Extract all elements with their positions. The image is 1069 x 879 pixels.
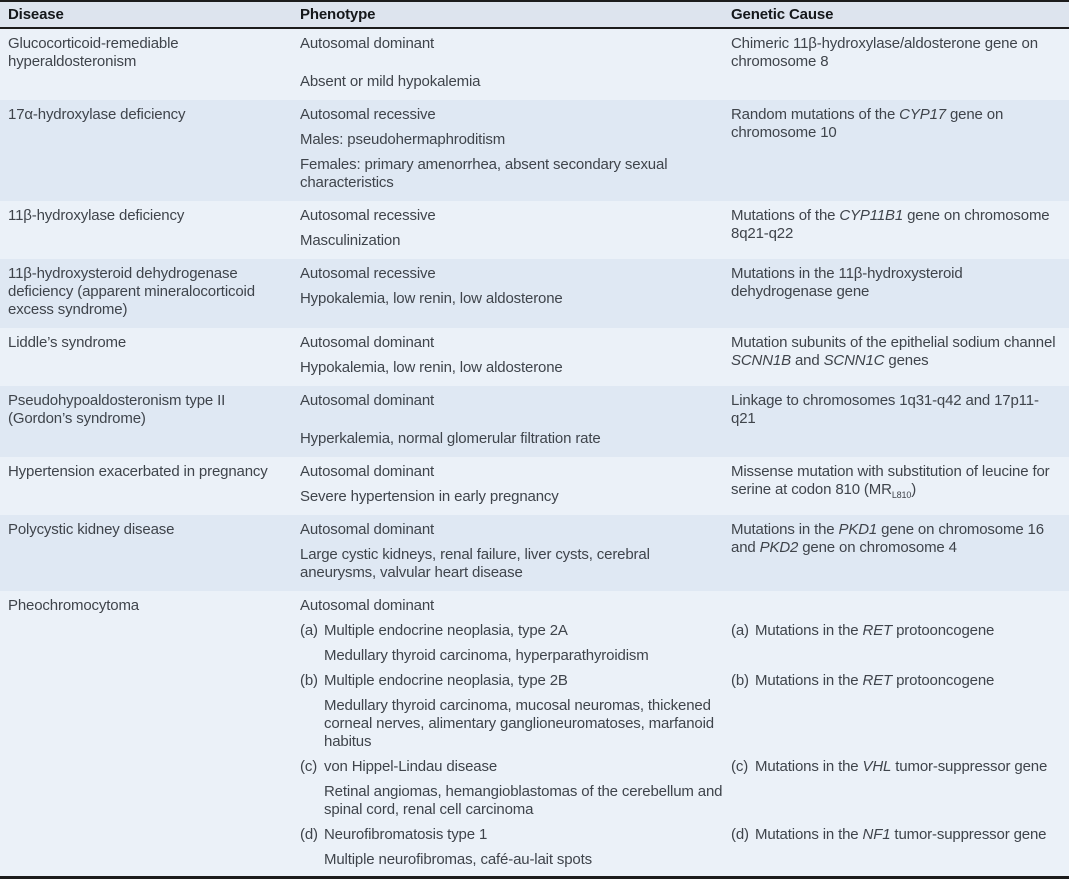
- text-segment: Autosomal recessive: [300, 106, 436, 123]
- table-row: [0, 457, 1069, 515]
- sub-row: [292, 783, 1069, 819]
- table-row: [0, 386, 1069, 457]
- item-letter: (a): [731, 622, 749, 639]
- phenotype-text: [300, 647, 723, 665]
- disease-cell: [0, 201, 292, 259]
- text-segment: Random mutations of the: [731, 106, 900, 123]
- table-row: [0, 201, 1069, 259]
- genetic-cause-line: [723, 783, 1069, 819]
- sub-row: [292, 826, 1069, 844]
- phenotype-cell: [292, 386, 723, 457]
- column-header-disease: Disease: [8, 6, 64, 23]
- text-segment: Multiple endocrine neoplasia, type 2B: [324, 672, 568, 689]
- text-segment: Males: pseudohermaphroditism: [300, 131, 506, 148]
- genetic-cause-line: [723, 597, 1069, 615]
- disease-name: Pheochromocytoma: [8, 597, 139, 614]
- gene-name: SCNN1C: [823, 352, 885, 369]
- disease-name: Liddle’s syndrome: [8, 334, 127, 351]
- gene-name: SCNN1B: [731, 352, 791, 369]
- phenotype-line: [300, 73, 713, 91]
- phenotype-cell: [292, 201, 723, 259]
- phenotype-line: [300, 265, 713, 283]
- text-segment: Mutations in the: [755, 622, 863, 639]
- text-segment: Mutations in the: [755, 826, 863, 843]
- phenotype-line: [300, 207, 713, 225]
- item-text: [324, 758, 723, 776]
- table-header-row: [0, 2, 1069, 29]
- genetic-cause-line: [731, 265, 1059, 301]
- genetic-cause-line: [731, 106, 1059, 142]
- phenotype-line: [300, 359, 713, 377]
- text-segment: Absent or mild hypokalemia: [300, 73, 481, 90]
- text-segment: Hypokalemia, low renin, low aldosterone: [300, 290, 563, 307]
- item-text: [755, 758, 1069, 776]
- text-segment: Autosomal dominant: [300, 334, 435, 351]
- phenotype-line: [300, 334, 713, 352]
- gene-name: CYP17: [899, 106, 946, 123]
- disease-name: Pseudohypoaldosteronism type II (Gordon’s syndrome): [8, 392, 226, 427]
- phenotype-line: [300, 131, 713, 149]
- sub-row: [292, 672, 1069, 690]
- disease-name: 17α-hydroxylase deficiency: [8, 106, 186, 123]
- text-segment: Mutations in the: [731, 521, 839, 538]
- gene-name: CYP11B1: [839, 207, 904, 224]
- table-row: [0, 591, 1069, 876]
- phenotype-cell: [292, 29, 723, 100]
- lettered-item: [300, 672, 723, 690]
- phenotype-line: [292, 783, 723, 819]
- disease-cell: [0, 100, 292, 201]
- text-segment: Neurofibromatosis type 1: [324, 826, 488, 843]
- text-segment: Large cystic kidneys, renal failure, liver cysts, cerebral aneurysms, valvular heart disease: [300, 546, 650, 581]
- item-letter: (c): [300, 758, 318, 775]
- gene-name: NF1: [862, 826, 891, 843]
- item-letter: (b): [300, 672, 318, 689]
- phenotype-line: [292, 826, 723, 844]
- text-segment: genes: [884, 352, 929, 369]
- genetic-cause-cell: [723, 100, 1069, 201]
- phenotype-line: [292, 697, 723, 751]
- disease-name: Glucocorticoid-remediable hyperaldosteronism: [8, 35, 179, 70]
- phenotype-cell: [292, 259, 723, 328]
- table-row: [0, 29, 1069, 100]
- item-letter: (d): [731, 826, 749, 843]
- text-segment: gene on chromosome 4: [798, 539, 957, 556]
- text-segment: Mutations in the: [755, 672, 863, 689]
- genetic-cause-line: [723, 672, 1069, 690]
- genetic-cause-line: [731, 207, 1059, 243]
- phenotype-line: [292, 758, 723, 776]
- table-row: [0, 100, 1069, 201]
- gene-name: PKD1: [838, 521, 878, 538]
- text-segment: Hypokalemia, low renin, low aldosterone: [300, 359, 563, 376]
- text-segment: Multiple endocrine neoplasia, type 2A: [324, 622, 568, 639]
- gene-name: VHL: [862, 758, 892, 775]
- lettered-item: [731, 622, 1069, 640]
- genetic-cause-line: [723, 826, 1069, 844]
- text-segment: Missense mutation with substitution of leucine for serine at codon 810 (MR: [731, 463, 1050, 498]
- genetic-cause-line: [731, 334, 1059, 370]
- subscript-text: L810: [891, 490, 912, 500]
- item-letter: (c): [731, 758, 749, 775]
- text-segment: Autosomal dominant: [300, 463, 435, 480]
- genetic-cause-line: [723, 697, 1069, 751]
- phenotype-genetic-subrows: [292, 591, 1069, 876]
- item-text: [755, 826, 1069, 844]
- phenotype-line: [300, 392, 713, 410]
- phenotype-line: [300, 35, 713, 53]
- gene-name: PKD2: [759, 539, 799, 556]
- text-segment: protooncogene: [892, 672, 995, 689]
- phenotype-line: [300, 430, 713, 448]
- text-segment: Multiple neurofibromas, café-au-lait spots: [324, 851, 592, 868]
- text-segment: Autosomal recessive: [300, 207, 436, 224]
- gene-name: RET: [862, 622, 893, 639]
- genetic-cause-line: [731, 392, 1059, 428]
- genetic-cause-line: [731, 463, 1059, 499]
- disease-cell: [0, 457, 292, 515]
- sub-row: [292, 851, 1069, 869]
- item-letter: (d): [300, 826, 318, 843]
- disease-cell: [0, 591, 292, 876]
- disease-name: Polycystic kidney disease: [8, 521, 175, 538]
- text-segment: von Hippel-Lindau disease: [324, 758, 498, 775]
- text-segment: Mutations of the: [731, 207, 840, 224]
- phenotype-cell: [292, 328, 723, 386]
- text-segment: tumor-suppressor gene: [890, 826, 1047, 843]
- text-segment: Mutation subunits of the epithelial sodium channel: [731, 334, 1056, 351]
- genetic-cause-line: [731, 35, 1059, 71]
- disease-cell: [0, 328, 292, 386]
- genetic-cause-cell: [723, 386, 1069, 457]
- disease-cell: [0, 29, 292, 100]
- text-segment: Retinal angiomas, hemangioblastomas of the cerebellum and spinal cord, renal cell carcinoma: [324, 783, 723, 818]
- genetic-cause-line: [723, 851, 1069, 869]
- text-segment: protooncogene: [892, 622, 995, 639]
- lettered-item: [300, 826, 723, 844]
- item-text: [324, 826, 723, 844]
- sub-row: [292, 597, 1069, 615]
- text-segment: Mutations in the 11β-hydroxysteroid dehydrogenase gene: [731, 265, 963, 300]
- table-row: [0, 328, 1069, 386]
- sub-row: [292, 758, 1069, 776]
- phenotype-text: [300, 597, 723, 615]
- phenotype-line: [292, 672, 723, 690]
- genetic-cause-line: [723, 647, 1069, 665]
- disease-name: 11β-hydroxylase deficiency: [8, 207, 185, 224]
- item-letter: (a): [300, 622, 318, 639]
- text-segment: gene on chromosome 8q21-q22: [731, 207, 1050, 242]
- lettered-item: [731, 826, 1069, 844]
- disease-name: Hypertension exacerbated in pregnancy: [8, 463, 268, 480]
- column-header-genetic-cause: Genetic Cause: [731, 6, 834, 23]
- gene-name: RET: [862, 672, 893, 689]
- phenotype-line: [300, 106, 713, 124]
- disease-cell: [0, 259, 292, 328]
- lettered-item: [731, 672, 1069, 690]
- genetic-cause-cell: [723, 201, 1069, 259]
- genetic-cause-line: [723, 622, 1069, 640]
- phenotype-cell: [292, 457, 723, 515]
- item-text: [324, 622, 723, 640]
- text-segment: Severe hypertension in early pregnancy: [300, 488, 559, 505]
- phenotype-line: [300, 463, 713, 481]
- genetic-cause-cell: [723, 328, 1069, 386]
- lettered-item: [300, 622, 723, 640]
- phenotype-cell: [292, 100, 723, 201]
- text-segment: Medullary thyroid carcinoma, mucosal neuromas, thickened corneal nerves, alimentary ganglioneuromatoses, marfanoid habitus: [324, 697, 714, 750]
- genetic-cause-cell: [723, 259, 1069, 328]
- text-segment: Masculinization: [300, 232, 401, 249]
- item-text: [324, 672, 723, 690]
- genetic-cause-cell: [723, 515, 1069, 591]
- text-segment: Hyperkalemia, normal glomerular filtration rate: [300, 430, 601, 447]
- phenotype-line: [292, 597, 723, 615]
- text-segment: Mutations in the: [755, 758, 863, 775]
- phenotype-line: [300, 290, 713, 308]
- table-row: [0, 515, 1069, 591]
- text-segment: and: [790, 352, 824, 369]
- sub-row: [292, 697, 1069, 751]
- genetic-cause-cell: [723, 29, 1069, 100]
- text-segment: Chimeric 11β-hydroxylase/aldosterone gene on chromosome 8: [731, 35, 1038, 70]
- text-segment: ): [911, 481, 917, 498]
- genetic-cause-cell: [723, 457, 1069, 515]
- text-segment: Linkage to chromosomes 1q31-q42 and 17p11-q21: [731, 392, 1039, 427]
- text-segment: Autosomal recessive: [300, 265, 436, 282]
- disease-cell: [0, 515, 292, 591]
- text-segment: Females: primary amenorrhea, absent secondary sexual characteristics: [300, 156, 668, 191]
- lettered-item: [731, 758, 1069, 776]
- phenotype-text: [300, 783, 723, 819]
- item-text: [755, 672, 1069, 690]
- phenotype-text: [300, 851, 723, 869]
- text-segment: Autosomal dominant: [300, 392, 435, 409]
- text-segment: Autosomal dominant: [300, 521, 435, 538]
- table-row: [0, 259, 1069, 328]
- phenotype-line: [300, 546, 713, 582]
- text-segment: tumor-suppressor gene: [891, 758, 1048, 775]
- sub-row: [292, 622, 1069, 640]
- phenotype-line: [292, 647, 723, 665]
- phenotype-text: [300, 697, 723, 751]
- phenotype-line: [300, 488, 713, 506]
- phenotype-line: [292, 622, 723, 640]
- sub-row: [292, 647, 1069, 665]
- table-body: [0, 29, 1069, 876]
- text-segment: Medullary thyroid carcinoma, hyperparathyroidism: [324, 647, 649, 664]
- disease-cell: [0, 386, 292, 457]
- phenotype-line: [300, 521, 713, 539]
- text-segment: Autosomal dominant: [300, 35, 435, 52]
- lettered-item: [300, 758, 723, 776]
- item-letter: (b): [731, 672, 749, 689]
- phenotype-line: [292, 851, 723, 869]
- genetic-cause-line: [723, 758, 1069, 776]
- text-segment: gene on chromosome 16 and: [731, 521, 1044, 556]
- phenotype-line: [300, 232, 713, 250]
- column-header-phenotype: Phenotype: [300, 6, 376, 23]
- item-text: [755, 622, 1069, 640]
- text-segment: gene on chromosome 10: [731, 106, 1004, 141]
- phenotype-cell: [292, 515, 723, 591]
- disease-name: 11β-hydroxysteroid dehydrogenase deficiency (apparent mineralocorticoid excess syndrome): [8, 265, 255, 318]
- genetic-cause-line: [731, 521, 1059, 557]
- text-segment: Autosomal dominant: [300, 597, 435, 614]
- phenotype-line: [300, 156, 713, 192]
